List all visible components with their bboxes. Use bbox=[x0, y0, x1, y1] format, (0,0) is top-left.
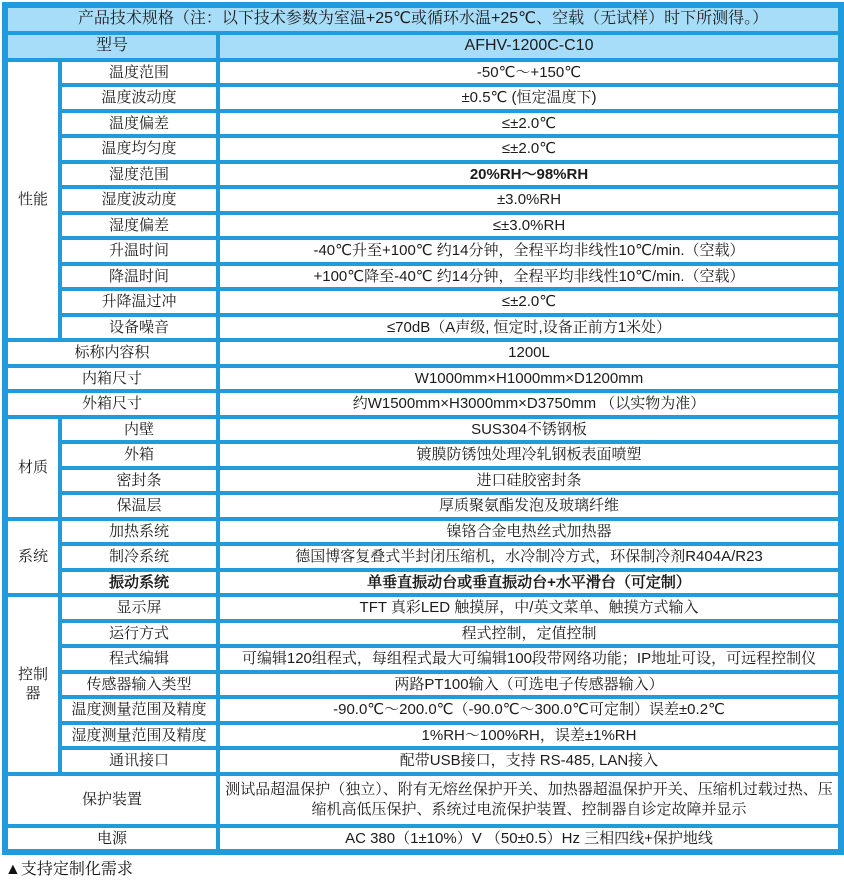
table-row bbox=[5, 391, 841, 417]
table-row bbox=[5, 723, 841, 749]
row-value: 镍铬合金电热丝式加热器 bbox=[218, 519, 841, 545]
row-label: 温度范围 bbox=[60, 60, 218, 86]
row-value: 约W1500mm×H3000mm×D3750mm （以实物为准） bbox=[218, 391, 841, 417]
row-label: 内壁 bbox=[60, 417, 218, 443]
row-label: 振动系统 bbox=[60, 570, 218, 596]
table-row bbox=[5, 519, 841, 545]
model-value: AFHV-1200C-C10 bbox=[218, 33, 841, 60]
row-value: AC 380（1±10%）V （50±0.5）Hz 三相四线+保护地线 bbox=[218, 826, 841, 853]
table-row bbox=[5, 442, 841, 468]
table-row bbox=[5, 748, 841, 774]
row-value: -50℃～+150℃ bbox=[218, 60, 841, 86]
row-label: 加热系统 bbox=[60, 519, 218, 545]
table-row bbox=[5, 646, 841, 672]
row-label: 湿度波动度 bbox=[60, 187, 218, 213]
row-value: -40℃升至+100℃ 约14分钟，全程平均非线性10℃/min.（空载） bbox=[218, 238, 841, 264]
row-label: 制冷系统 bbox=[60, 544, 218, 570]
table-row bbox=[5, 85, 841, 111]
row-label: 程式编辑 bbox=[60, 646, 218, 672]
section-label-system: 系统 bbox=[5, 519, 60, 596]
row-value: -90.0℃～200.0℃（-90.0℃～300.0℃可定制）误差±0.2℃ bbox=[218, 697, 841, 723]
row-label: 湿度偏差 bbox=[60, 213, 218, 239]
row-value: 1%RH～100%RH，误差±1%RH bbox=[218, 723, 841, 749]
section-label-controller: 控制器 bbox=[5, 595, 60, 774]
table-row bbox=[5, 315, 841, 341]
row-value: W1000mm×H1000mm×D1200mm bbox=[218, 366, 841, 392]
row-label: 温度均匀度 bbox=[60, 136, 218, 162]
model-label: 型号 bbox=[5, 33, 218, 60]
section-label-material: 材质 bbox=[5, 417, 60, 519]
row-value: ±0.5℃ (恒定温度下) bbox=[218, 85, 841, 111]
table-row bbox=[5, 5, 841, 33]
row-value: 厚质聚氨酯发泡及玻璃纤维 bbox=[218, 493, 841, 519]
table-row bbox=[5, 340, 841, 366]
row-label: 设备噪音 bbox=[60, 315, 218, 341]
row-label: 通讯接口 bbox=[60, 748, 218, 774]
table-row bbox=[5, 595, 841, 621]
row-value: TFT 真彩LED 触摸屏，中/英文菜单、触摸方式输入 bbox=[218, 595, 841, 621]
table-row bbox=[5, 774, 841, 826]
table-row bbox=[5, 570, 841, 596]
table-row bbox=[5, 493, 841, 519]
table-row bbox=[5, 697, 841, 723]
row-value: ±3.0%RH bbox=[218, 187, 841, 213]
row-label: 降温时间 bbox=[60, 264, 218, 290]
table-row bbox=[5, 33, 841, 60]
row-value: 程式控制，定值控制 bbox=[218, 621, 841, 647]
row-value: 20%RH～98%RH bbox=[218, 162, 841, 188]
row-value: +100℃降至-40℃ 约14分钟，全程平均非线性10℃/min.（空载） bbox=[218, 264, 841, 290]
row-value: ≤±2.0℃ bbox=[218, 111, 841, 137]
table-row bbox=[5, 213, 841, 239]
row-label: 升降温过冲 bbox=[60, 289, 218, 315]
row-value: 镀膜防锈蚀处理冷轧钢板表面喷塑 bbox=[218, 442, 841, 468]
table-row bbox=[5, 136, 841, 162]
table-row bbox=[5, 826, 841, 853]
customization-note: ▲支持定制化需求 bbox=[5, 861, 133, 879]
table-row bbox=[5, 417, 841, 443]
row-label: 温度偏差 bbox=[60, 111, 218, 137]
row-value: ≤±3.0%RH bbox=[218, 213, 841, 239]
row-value: ≤±2.0℃ bbox=[218, 136, 841, 162]
row-value: SUS304不锈钢板 bbox=[218, 417, 841, 443]
row-label: 标称内容积 bbox=[5, 340, 218, 366]
row-value: 两路PT100输入（可选电子传感器输入） bbox=[218, 672, 841, 698]
row-value: 德国博客复叠式半封闭压缩机，水冷制冷方式，环保制冷剂R404A/R23 bbox=[218, 544, 841, 570]
row-label: 保温层 bbox=[60, 493, 218, 519]
row-label: 湿度范围 bbox=[60, 162, 218, 188]
table-row bbox=[5, 238, 841, 264]
row-value: 进口硅胶密封条 bbox=[218, 468, 841, 494]
row-value: 单垂直振动台或垂直振动台+水平滑台（可定制） bbox=[218, 570, 841, 596]
table-row bbox=[5, 468, 841, 494]
row-label: 升温时间 bbox=[60, 238, 218, 264]
row-label: 传感器输入类型 bbox=[60, 672, 218, 698]
row-label: 内箱尺寸 bbox=[5, 366, 218, 392]
table-title: 产品技术规格（注：以下技术参数为室温+25℃或循环水温+25℃、空载（无试样）时下所测得。） bbox=[5, 5, 841, 33]
row-value: 配带USB接口，支持 RS-485, LAN接入 bbox=[218, 748, 841, 774]
table-row bbox=[5, 264, 841, 290]
section-label-performance: 性能 bbox=[5, 60, 60, 341]
table-row bbox=[5, 111, 841, 137]
row-label: 温度波动度 bbox=[60, 85, 218, 111]
table-row bbox=[5, 162, 841, 188]
table-row bbox=[5, 544, 841, 570]
row-label: 外箱尺寸 bbox=[5, 391, 218, 417]
row-value: ≤70dB（A声级, 恒定时,设备正前方1米处） bbox=[218, 315, 841, 341]
row-value: 1200L bbox=[218, 340, 841, 366]
row-value: ≤±2.0℃ bbox=[218, 289, 841, 315]
row-value: 可编辑120组程式，每组程式最大可编辑100段带网络功能；IP地址可设，可远程控制仪 bbox=[218, 646, 841, 672]
row-label: 外箱 bbox=[60, 442, 218, 468]
row-label: 湿度测量范围及精度 bbox=[60, 723, 218, 749]
table-row bbox=[5, 621, 841, 647]
row-label: 运行方式 bbox=[60, 621, 218, 647]
row-label: 密封条 bbox=[60, 468, 218, 494]
table-row bbox=[5, 187, 841, 213]
spec-table bbox=[2, 2, 844, 855]
row-label: 保护装置 bbox=[5, 774, 218, 826]
row-label: 温度测量范围及精度 bbox=[60, 697, 218, 723]
row-label: 电源 bbox=[5, 826, 218, 853]
table-row bbox=[5, 60, 841, 86]
table-row bbox=[5, 289, 841, 315]
row-value: 测试品超温保护（独立）、附有无熔丝保护开关、加热器超温保护开关、压缩机过载过热、压缩机高低压保护、系统过电流保护装置、控制器自诊定故障并显示 bbox=[218, 774, 841, 826]
row-label: 显示屏 bbox=[60, 595, 218, 621]
table-row bbox=[5, 672, 841, 698]
table-row bbox=[5, 366, 841, 392]
